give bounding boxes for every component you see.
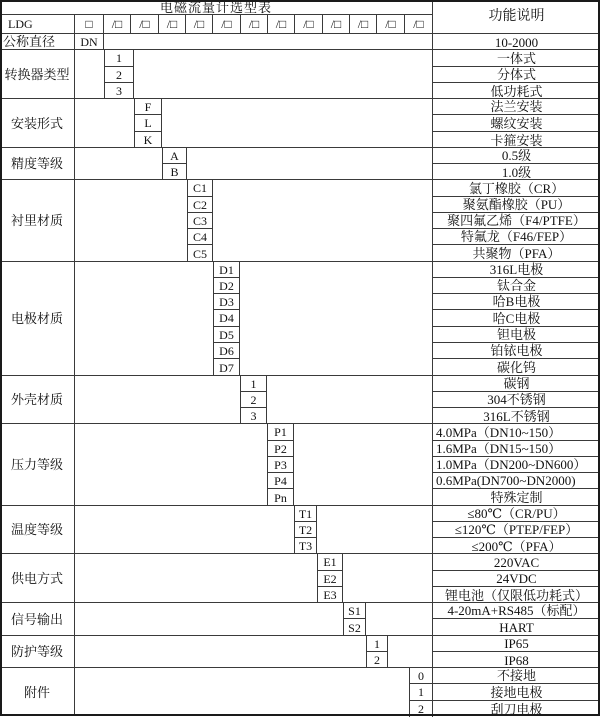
option-description: 不接地 bbox=[432, 668, 600, 684]
model-code-slot: /□ bbox=[268, 15, 295, 33]
option-description: 分体式 bbox=[432, 67, 600, 83]
option-code: S2 bbox=[343, 619, 366, 636]
group-4 bbox=[0, 147, 600, 179]
option-code: T2 bbox=[294, 522, 317, 538]
option-code: S1 bbox=[343, 603, 366, 619]
option-code: D6 bbox=[213, 343, 240, 359]
option-code: T3 bbox=[294, 538, 317, 554]
model-code-slot: /□ bbox=[104, 15, 131, 33]
option-description: 聚四氟乙烯（F4/PTFE） bbox=[432, 213, 600, 229]
option-description: 碳钢 bbox=[432, 376, 600, 392]
model-code-slot: /□ bbox=[159, 15, 186, 33]
option-code: 2 bbox=[366, 652, 388, 668]
option-code: E1 bbox=[317, 554, 343, 571]
model-code-slot: /□ bbox=[350, 15, 377, 33]
option-description: 特氟龙（F46/FEP） bbox=[432, 229, 600, 245]
option-description: 304不锈钢 bbox=[432, 392, 600, 408]
group-label: 公称直径 bbox=[0, 34, 75, 49]
option-description: 钛合金 bbox=[432, 278, 600, 294]
option-code: 1 bbox=[240, 376, 267, 392]
option-description: 316L不锈钢 bbox=[432, 408, 600, 424]
option-description: 螺纹安装 bbox=[432, 115, 600, 132]
option-description: 4-20mA+RS485（标配） bbox=[432, 603, 600, 619]
group-label: 转换器类型 bbox=[0, 50, 75, 98]
table-title: 电磁流量计选型表 bbox=[0, 0, 432, 15]
option-code: 2 bbox=[240, 392, 267, 408]
group-6 bbox=[0, 261, 600, 375]
option-code: D7 bbox=[213, 359, 240, 376]
option-code: L bbox=[134, 115, 162, 132]
option-code: DN bbox=[75, 34, 104, 50]
group-13 bbox=[0, 667, 600, 716]
option-code: P4 bbox=[267, 473, 294, 489]
option-code: D3 bbox=[213, 294, 240, 310]
group-10 bbox=[0, 553, 600, 602]
model-code-slot: /□ bbox=[413, 17, 424, 31]
group-label: 衬里材质 bbox=[0, 180, 75, 261]
option-description: 低功耗式 bbox=[432, 83, 600, 99]
model-code-slot: /□ bbox=[295, 15, 323, 33]
group-12 bbox=[0, 635, 600, 667]
option-description: 24VDC bbox=[432, 571, 600, 587]
group-label: 精度等级 bbox=[0, 148, 75, 179]
option-description: ≤80℃（CR/PU） bbox=[432, 506, 600, 522]
option-description: 特殊定制 bbox=[432, 489, 600, 506]
group-1 bbox=[0, 33, 600, 49]
option-description: 碳化钨 bbox=[432, 359, 600, 376]
option-description: 220VAC bbox=[432, 554, 600, 571]
option-description: IP68 bbox=[432, 652, 600, 668]
option-code: C3 bbox=[187, 213, 213, 229]
option-code: P1 bbox=[267, 424, 294, 441]
option-description: 锂电池（仅限低功耗式） bbox=[432, 587, 600, 603]
option-description: 一体式 bbox=[432, 50, 600, 67]
option-code: B bbox=[162, 164, 187, 180]
option-code: K bbox=[134, 132, 162, 148]
group-label: 温度等级 bbox=[0, 506, 75, 553]
option-code: C1 bbox=[187, 180, 213, 197]
option-description: 共聚物（PFA） bbox=[432, 245, 600, 262]
model-code-slot: /□ bbox=[213, 15, 241, 33]
option-code: F bbox=[134, 99, 162, 115]
option-description: ≤120℃（PTEP/FEP） bbox=[432, 522, 600, 538]
model-code-box: □ bbox=[75, 15, 104, 33]
group-2 bbox=[0, 49, 600, 98]
option-code: 1 bbox=[104, 50, 134, 67]
option-code: 1 bbox=[366, 636, 388, 652]
option-code: C5 bbox=[187, 245, 213, 262]
group-11 bbox=[0, 602, 600, 635]
option-description: 刮刀电极 bbox=[432, 701, 600, 717]
option-description: 4.0MPa（DN10~150） bbox=[432, 424, 600, 441]
option-code: 0 bbox=[409, 668, 432, 684]
option-description: 316L电极 bbox=[432, 262, 600, 278]
option-description: ≤200℃（PFA） bbox=[432, 538, 600, 554]
option-description: 氯丁橡胶（CR） bbox=[432, 180, 600, 197]
group-label: 附件 bbox=[0, 668, 75, 716]
option-code: E3 bbox=[317, 587, 343, 603]
group-7 bbox=[0, 375, 600, 423]
group-label: 防护等级 bbox=[0, 636, 75, 667]
option-code: P2 bbox=[267, 441, 294, 457]
option-code: Pn bbox=[267, 489, 294, 506]
option-description: 卡箍安装 bbox=[432, 132, 600, 148]
option-description: IP65 bbox=[432, 636, 600, 652]
group-3 bbox=[0, 98, 600, 147]
model-code-slot: /□ bbox=[131, 15, 159, 33]
option-description: HART bbox=[432, 619, 600, 636]
group-label: 电极材质 bbox=[0, 262, 75, 375]
option-description: 聚氨酯橡胶（PU） bbox=[432, 197, 600, 213]
option-description: 1.0MPa（DN200~DN600） bbox=[432, 457, 600, 473]
group-label: 安装形式 bbox=[0, 99, 75, 147]
option-description: 10-2000 bbox=[432, 34, 600, 50]
option-code: 2 bbox=[104, 67, 134, 83]
option-code: 1 bbox=[409, 684, 432, 701]
option-description: 接地电极 bbox=[432, 684, 600, 701]
option-code: P3 bbox=[267, 457, 294, 473]
option-description: 哈B电极 bbox=[432, 294, 600, 310]
option-code: C4 bbox=[187, 229, 213, 245]
option-code: 3 bbox=[240, 408, 267, 424]
option-description: 法兰安装 bbox=[432, 99, 600, 115]
group-label: 信号输出 bbox=[0, 603, 75, 635]
option-code: C2 bbox=[187, 197, 213, 213]
model-code-slot: /□ bbox=[377, 15, 405, 33]
option-code: D4 bbox=[213, 310, 240, 327]
group-5 bbox=[0, 179, 600, 261]
option-code: 3 bbox=[104, 83, 134, 99]
model-code-slot: /□ bbox=[186, 15, 213, 33]
option-description: 钽电极 bbox=[432, 327, 600, 343]
model-prefix-label: LDG bbox=[0, 15, 75, 33]
option-description: 1.6MPa（DN15~150） bbox=[432, 441, 600, 457]
option-description: 铂铱电极 bbox=[432, 343, 600, 359]
model-code-slot: /□ bbox=[323, 15, 350, 33]
model-code-slot: /□ bbox=[241, 15, 268, 33]
group-9 bbox=[0, 505, 600, 553]
function-column-header: 功能说明 bbox=[432, 0, 600, 33]
group-label: 外壳材质 bbox=[0, 376, 75, 423]
option-code: D1 bbox=[213, 262, 240, 278]
option-description: 0.5级 bbox=[432, 148, 600, 164]
option-code: D2 bbox=[213, 278, 240, 294]
option-description: 0.6MPa(DN700~DN2000) bbox=[432, 473, 600, 489]
option-description: 哈C电极 bbox=[432, 310, 600, 327]
option-description: 1.0级 bbox=[432, 164, 600, 180]
option-code: A bbox=[162, 148, 187, 164]
group-label: 压力等级 bbox=[0, 424, 75, 505]
option-code: D5 bbox=[213, 327, 240, 343]
option-code: 2 bbox=[409, 701, 432, 717]
option-code: T1 bbox=[294, 506, 317, 522]
option-code: E2 bbox=[317, 571, 343, 587]
group-8 bbox=[0, 423, 600, 505]
group-label: 供电方式 bbox=[0, 554, 75, 602]
